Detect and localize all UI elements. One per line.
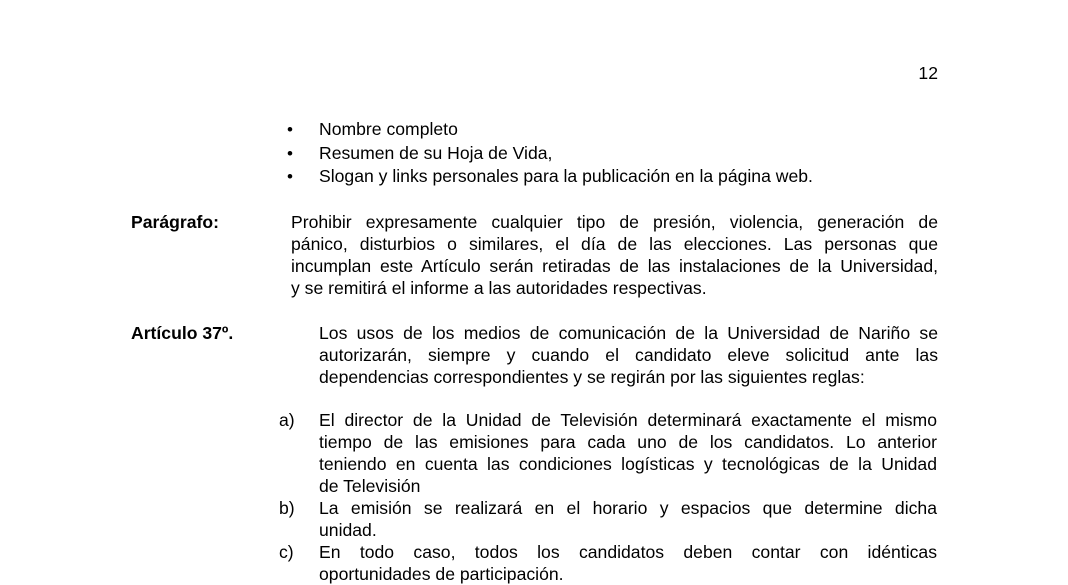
list-item-text: [319, 409, 937, 497]
page-number: 12: [918, 63, 938, 83]
list-item-line: El director de la Unidad de Televisión determinará exactamente el mismo: [319, 410, 937, 430]
list-item-text: [319, 541, 937, 585]
list-item-line: unidad.: [319, 520, 377, 540]
bullet-icon: •: [287, 120, 293, 139]
list-item-text: [319, 497, 937, 541]
list-item-line: oportunidades de participación.: [319, 564, 564, 584]
paragrafo-line: pánico, disturbios o similares, el día de las elecciones. Las personas que: [291, 234, 938, 254]
bullet-text: Slogan y links personales para la publicación en la página web.: [319, 166, 813, 186]
articulo-line: autorizarán, siempre y cuando el candidato eleve solicitud ante las: [319, 345, 938, 365]
requirements-bullet-list: [287, 118, 813, 189]
paragrafo-label: Parágrafo:: [131, 212, 219, 232]
bullet-icon: •: [287, 143, 293, 163]
articulo-text: [319, 322, 938, 388]
paragrafo-line: y se remitirá el informe a las autoridades respectivas.: [291, 278, 707, 298]
bullet-text: Resumen de su Hoja de Vida,: [319, 142, 553, 163]
paragrafo-line: incumplan este Artículo serán retiradas de las instalaciones de la Universidad,: [291, 256, 938, 276]
list-item-line: En todo caso, todos los candidatos deben contar con idénticas: [319, 542, 937, 562]
paragrafo-text: [291, 211, 938, 299]
articulo-label: Artículo 37º.: [131, 323, 234, 343]
list-item-line: teniendo en cuenta las condiciones logísticas y tecnológicas de la Unidad: [319, 454, 937, 474]
list-item-marker: b): [279, 498, 295, 518]
bullet-item: [287, 142, 813, 166]
bullet-item: [287, 118, 813, 142]
list-item-line: La emisión se realizará en el horario y espacios que determine dicha: [319, 498, 937, 518]
bullet-icon: •: [287, 167, 293, 186]
bullet-text: Nombre completo: [319, 119, 458, 139]
paragrafo-line: Prohibir expresamente cualquier tipo de presión, violencia, generación de: [291, 212, 938, 232]
list-item-line: tiempo de las emisiones para cada uno de los candidatos. Lo anterior: [319, 432, 937, 452]
bullet-item: [287, 165, 813, 189]
articulo-line: Los usos de los medios de comunicación de la Universidad de Nariño se: [319, 323, 938, 343]
list-item-line: de Televisión: [319, 476, 421, 496]
list-item-marker: a): [279, 410, 295, 430]
list-item-marker: c): [279, 542, 294, 562]
articulo-line: dependencias correspondientes y se regirán por las siguientes reglas:: [319, 367, 865, 387]
